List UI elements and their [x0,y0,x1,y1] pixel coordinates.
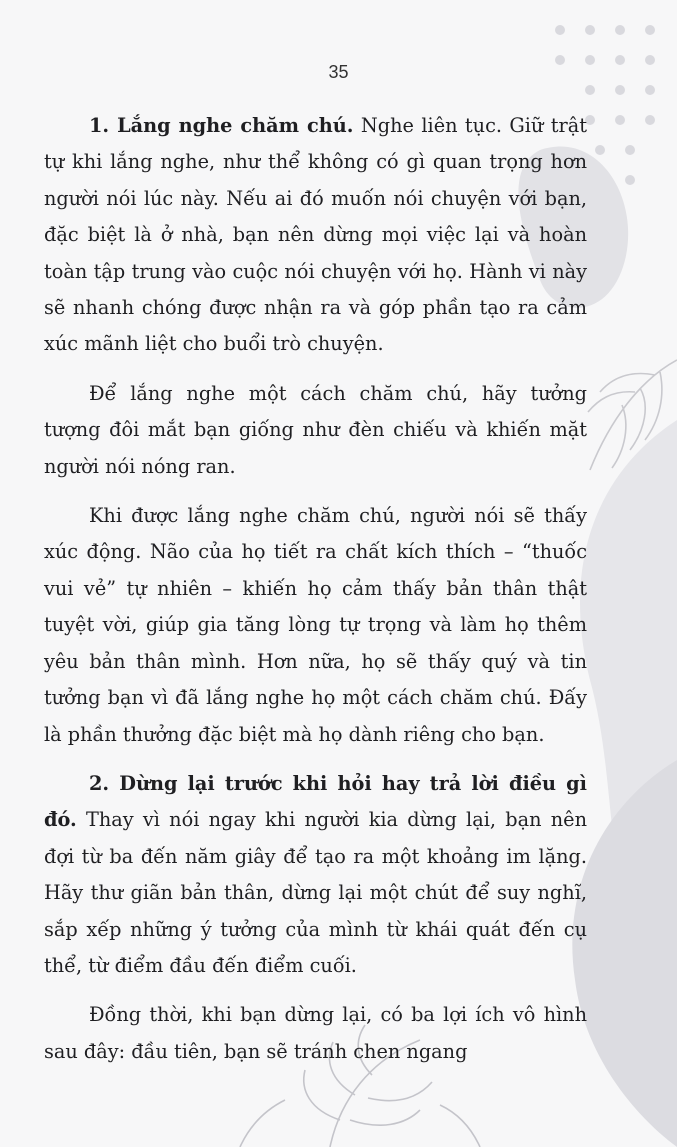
paragraph-text: Để lắng nghe một cách chăm chú, hãy tưởng tượng đôi mắt bạn giống như đèn chiếu và khiến mặt người nói nóng ran. [44,381,587,478]
paragraph-text: Đồng thời, khi bạn dừng lại, có ba lợi ích vô hình sau đây: đầu tiên, bạn sẽ tránh chen ngang [44,1003,587,1063]
page-number: 35 [328,62,349,82]
paragraph [44,498,587,753]
paragraph [44,108,587,363]
paragraph-text: Khi được lắng nghe chăm chú, người nói sẽ thấy xúc động. Não của họ tiết ra chất kích thích – “thuốc vui vẻ” tự nhiên – khiến họ cảm thấy bản thân thật tuyệt vời, giúp gia tăng lòng tự trọng và làm họ thêm yêu bản thân mình. Hơn nữa, họ sẽ thấy quý và tin tưởng bạn vì đã lắng nghe họ một cách chăm chú. Đấy là phần thưởng đặc biệt mà họ dành riêng cho bạn. [44,504,587,746]
paragraph-text: Nghe liên tục. Giữ trật tự khi lắng nghe, như thể không có gì quan trọng hơn người nói lúc này. Nếu ai đó muốn nói chuyện với bạn, đặc biệt là ở nhà, bạn nên dừng mọi việc lại và hoàn toàn tập trung vào cuộc nói chuyện với họ. Hành vi này sẽ nhanh chóng được nhận ra và góp phần tạo ra cảm xúc mãnh liệt cho buổi trò chuyện. [44,114,587,356]
paragraph [44,766,587,984]
paragraph-heading: 2. Dừng lại trước khi hỏi hay trả lời điều gì đó. [44,771,587,832]
paragraph [44,997,587,1070]
paragraph-heading: 1. Lắng nghe chăm chú. [89,114,354,137]
body-text [44,108,587,1083]
paragraph-text: Thay vì nói ngay khi người kia dừng lại, bạn nên đợi từ ba đến năm giây để tạo ra một khoảng im lặng. Hãy thư giãn bản thân, dừng lại một chút để suy nghĩ, sắp xếp những ý tưởng của mình từ khái quát đến cụ thể, từ điểm đầu đến điểm cuối. [44,808,587,977]
paragraph [44,376,587,485]
